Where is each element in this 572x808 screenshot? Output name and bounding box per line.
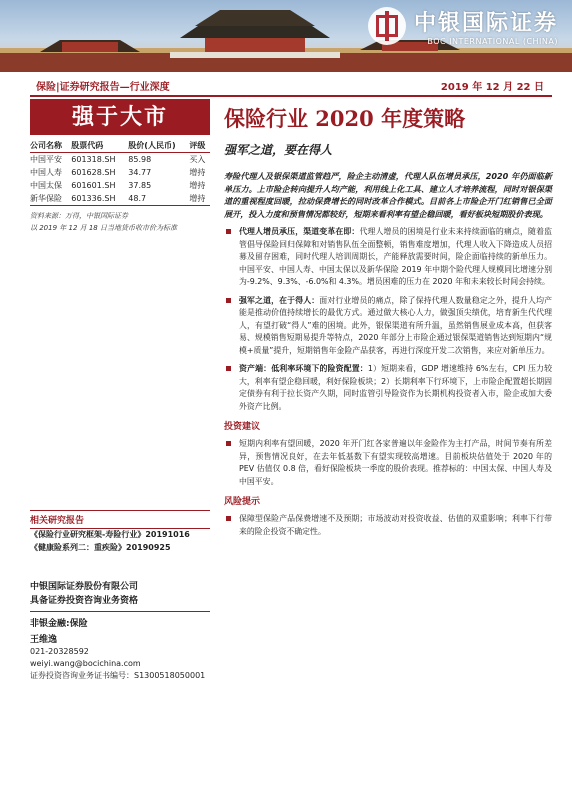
col-rating: 评级 xyxy=(189,139,210,153)
report-subtitle: 强军之道，要在得人 xyxy=(224,143,333,157)
header-divider xyxy=(30,95,552,97)
bullet-item xyxy=(224,226,552,289)
table-row xyxy=(30,166,210,179)
bullet-text: 面对行业增员的痛点，除了保持代理人数量稳定之外，提升人均产能是推动价值持续增长的最优方式。通过做大核心人力，做强顶尖绩优，培育新生代代理人，有望打破“得人”难的困境。此外，银保渠道有所升温，虽然销售展业成本高，但获客易、规模销售短期易提升等特点，2020 年部分上市险企通过银保渠道销售达到短期内“规模+质量”提升，短期销售年金险产品获客，再进行深度开发二次销售，来应对新单压力。 xyxy=(239,295,552,355)
bullet-square-icon xyxy=(226,516,231,521)
table-row xyxy=(30,192,210,206)
bullet-item xyxy=(224,295,552,358)
report-date: 2019 年 12 月 22 日 xyxy=(440,82,544,93)
analyst-certificate: 证券投资咨询业务证书编号：S1300518050001 xyxy=(30,671,206,680)
risk-text: 保障型保险产品保费增速不及预期；市场波动对投资收益、估值的双重影响；利率下行带来的险企投资不确定性。 xyxy=(239,514,552,536)
bullet-lead: 强军之道，在于得人： xyxy=(239,295,320,305)
bullet-square-icon xyxy=(226,366,231,371)
investment-advice-title: 投资建议 xyxy=(224,422,261,432)
brand-text xyxy=(414,6,558,46)
bullet-lead: 代理人增员承压，渠道变革在即： xyxy=(239,227,360,236)
stock-price: 48.7 xyxy=(128,192,189,206)
company-name: 中国平安 xyxy=(30,155,62,164)
company-qualification-line: 具备证券投资咨询业务资格 xyxy=(30,596,139,606)
boc-logo-icon xyxy=(368,7,406,45)
sidebar xyxy=(30,99,210,234)
analyst-name: 王维逸 xyxy=(30,635,58,645)
stock-table xyxy=(30,139,210,206)
stock-code: 601628.SH xyxy=(71,168,116,177)
main-content xyxy=(224,99,552,538)
related-report-link[interactable]: 《健康险系列二：重疾险》20190925 xyxy=(30,543,171,552)
brand-logo xyxy=(368,6,558,46)
stock-price: 37.85 xyxy=(128,181,152,190)
source-line: 资料来源：万得，中银国际证券 xyxy=(30,212,128,220)
table-row xyxy=(30,153,210,167)
bullet-text: 1）短期来看，GDP 增速维持 6%左右，CPI 压力较大，利率有望企稳回暖，利好保险板块；2）长期利率下行环境下，上市险企配置超长期固定债券有利于拉长资产久期，同时监管引导险资作为长期机构投资者入市，险企或加大委外资产比例。 xyxy=(239,364,552,411)
bullet-lead: 资产端：低利率环境下的险资配置： xyxy=(239,364,368,373)
investment-advice-item xyxy=(224,438,552,488)
bullet-item xyxy=(224,363,552,413)
company-name: 中国太保 xyxy=(30,181,62,190)
analyst-phone: 021-20328592 xyxy=(30,647,89,656)
stock-rating: 买入 xyxy=(189,155,206,164)
stock-price: 34.77 xyxy=(128,168,152,177)
stock-code: 601318.SH xyxy=(71,155,116,164)
bullet-square-icon xyxy=(226,298,231,303)
risk-item xyxy=(224,513,552,538)
risk-title: 风险提示 xyxy=(224,497,261,507)
bullet-square-icon xyxy=(226,229,231,234)
col-price: 股价(人民币) xyxy=(128,139,189,153)
brand-name-en: BOC INTERNATIONAL (CHINA) xyxy=(427,37,558,46)
stock-code: 601336.SH xyxy=(71,192,128,206)
report-category: 保险|证券研究报告—行业深度 xyxy=(36,82,170,93)
related-reports-title: 相关研究报告 xyxy=(30,510,210,529)
stock-rating: 增持 xyxy=(189,192,210,206)
related-reports-list xyxy=(30,528,210,554)
stock-code: 601601.SH xyxy=(71,181,116,190)
company-name: 中国人寿 xyxy=(30,168,62,177)
summary-paragraph: 寿险代理人及银保渠道监管趋严，险企主动清虚，代理人队伍增员承压，2020 年仍面临新单压力。上市险企转向提升人均产能，利用线上化工具、建立人才培养流程，同时对银保渠道的重视程度回暖，拉动保费增长的同时改革合作模式。目前各上市险企开门红销售已全面展开，投入力度和预售情况都较好，短期来看利率有望企稳回暖，看好板块短期股价表现。 xyxy=(224,171,552,219)
stock-price: 85.98 xyxy=(128,155,152,164)
table-source xyxy=(30,210,210,234)
company-info xyxy=(30,580,210,608)
col-company: 公司名称 xyxy=(30,139,71,153)
stock-rating: 增持 xyxy=(189,181,206,190)
company-divider xyxy=(30,611,210,612)
related-report-link[interactable]: 《保险行业研究框架-寿险行业》20191016 xyxy=(30,530,190,539)
investment-advice-text: 短期内利率有望回暖，2020 年开门红各家普遍以年金险作为主打产品，时间节奏有所差异，预售情况良好，在去年低基数下有望实现较高增速。目前板块估值处于 2020 年的 PEV 估值仅 0.8 倍，看好保险板块一季度的股价表现。推荐标的：中国太保、中国人寿及中国平安。 xyxy=(239,439,552,486)
stock-table-header xyxy=(30,139,210,153)
company-name-line: 中银国际证券股份有限公司 xyxy=(30,582,139,592)
bullet-square-icon xyxy=(226,441,231,446)
stock-rating: 增持 xyxy=(189,168,206,177)
industry-rating: 强于大市 xyxy=(30,99,210,135)
header-banner xyxy=(0,0,572,72)
industry-label: 非银金融:保险 xyxy=(30,619,88,629)
analyst-info xyxy=(30,634,210,682)
analyst-email[interactable]: weiyi.wang@bocichina.com xyxy=(30,659,141,668)
report-header xyxy=(0,75,572,93)
brand-name-cn: 中银国际证券 xyxy=(413,10,558,36)
price-basis-line: 以 2019 年 12 月 18 日当地货币收市价为标准 xyxy=(30,224,177,232)
bullet-text: 代理人增员的困境是行业未来持续面临的痛点，随着监管倡导保险回归保障和对销售队伍全面整顿，销售难度增加，代理人收入下降造成人员招募及留存困难，同时代理人培训周期长，产能释放需要时间，险企面临持续的新单压力。中国平安、中国人寿、中国太保以及新华保险 2019 年中期个险代理人规模同比增速分别为-9.2%、9.3%、-6.0%和 4.3%。增员困难的压力在 2020 年和未来较长时间会持续。 xyxy=(239,227,552,286)
table-row xyxy=(30,179,210,192)
col-code: 股票代码 xyxy=(71,139,128,153)
company-name: 新华保险 xyxy=(30,192,71,206)
report-title: 保险行业 2020 年度策略 xyxy=(224,106,466,131)
